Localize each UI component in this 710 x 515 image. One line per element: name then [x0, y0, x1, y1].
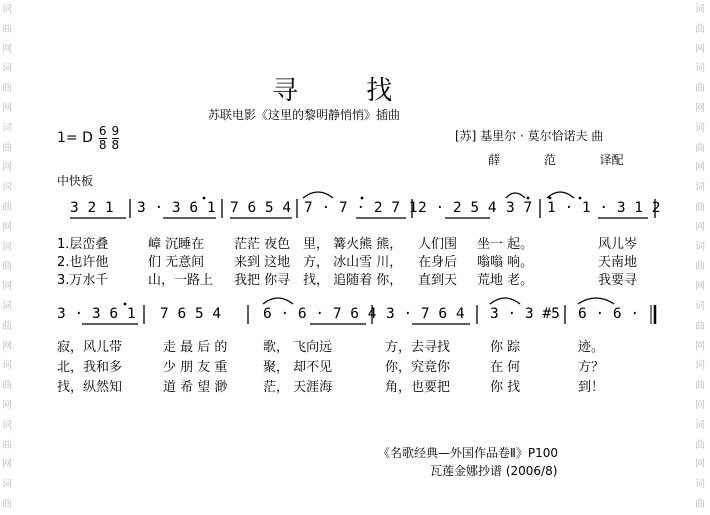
- lyric-r1-v3-f: 荒地 老。: [477, 273, 534, 288]
- lyric-r2-v1-d: 方，去寻找: [385, 340, 451, 355]
- octave-dot: [527, 197, 530, 200]
- key-text: 1= D: [57, 130, 93, 146]
- lyric-r2-v2-c: 聚， 却不见: [263, 360, 333, 375]
- watermark-char: 曲: [695, 320, 705, 332]
- watermark-char: 词: [2, 360, 12, 372]
- tie: [578, 298, 614, 304]
- lyric-r2-v3-f: 到！: [578, 380, 605, 395]
- lyric-r1-v1-g: 风儿岑: [598, 237, 638, 252]
- lyric-r1-v3-c: 我把 你寻: [234, 273, 291, 288]
- watermark-char: 曲: [2, 380, 12, 392]
- watermark-char: 网: [2, 281, 12, 293]
- watermark-char: 网: [2, 340, 12, 352]
- lyric-r2-v1-a: 寂，风儿带: [57, 340, 123, 355]
- lyric-r2-v3-c: 茫， 天涯海: [263, 380, 333, 395]
- watermark-char: 词: [2, 4, 12, 15]
- lyric-r1-v2-d: 方， 冰山雪 川，: [303, 255, 403, 270]
- lyric-r1-v3-b: 山，一路上: [148, 273, 214, 288]
- watermark-char: 曲: [695, 261, 705, 273]
- song-subtitle: 苏联电影《这里的黎明静悄悄》插曲: [208, 108, 401, 122]
- watermark-char: 曲: [2, 439, 12, 451]
- lyric-r1-v3-e: 直到天: [418, 273, 458, 288]
- tempo-marking: 中快板: [57, 174, 94, 188]
- lyric-r2-v2-d: 你，究竟你: [385, 360, 451, 375]
- lyric-r1-v2-e: 在身后: [418, 255, 458, 270]
- lyric-r1-v3-g: 我要寻: [598, 273, 638, 288]
- lyric-r2-v1-f: 迹。: [578, 340, 605, 355]
- translator-credit: 薛 范 译配: [488, 153, 624, 167]
- tie: [303, 192, 333, 198]
- meter-2: $\frac{9}{8}$: [111, 123, 120, 152]
- watermark-char: 网: [2, 162, 12, 174]
- lyric-r1-v1-d: 里， 篝火熊 熊，: [303, 237, 403, 252]
- watermark-char: 曲: [2, 142, 12, 154]
- song-title: 寻 找: [272, 76, 423, 106]
- watermark-char: 词: [695, 4, 705, 15]
- watermark-char: 曲: [695, 380, 705, 392]
- watermark-char: 词: [2, 419, 12, 431]
- watermark-char: 网: [695, 459, 705, 471]
- lyric-r2-v3-d: 角，也要把: [385, 380, 451, 395]
- watermark-char: 网: [2, 399, 12, 411]
- watermark-char: 曲: [695, 498, 705, 510]
- lyric-r1-v1-b: 嶂 沉睡在: [148, 237, 205, 252]
- lyric-r1-v1-f: 坐一 起。: [477, 237, 534, 252]
- notes-r2-m3: 6 · 6 · 7 6 4: [263, 306, 377, 322]
- notes-r1-m1: 3 2 1: [70, 200, 114, 216]
- watermark-char: 网: [2, 221, 12, 233]
- tie: [263, 298, 293, 304]
- source-transcriber: 瓦莲金娜抄谱 (2006/8): [430, 464, 558, 478]
- lyric-r2-v3-e: 你 找: [490, 380, 521, 395]
- watermark-char: 曲: [695, 23, 705, 35]
- notes-r1-m4: 7 · 7 · 2 7 1: [304, 200, 418, 216]
- watermark-char: 曲: [695, 439, 705, 451]
- lyric-r1-v1-c: 茫茫 夜色: [234, 237, 291, 252]
- watermark-char: 曲: [695, 142, 705, 154]
- watermark-char: 曲: [2, 320, 12, 332]
- lyric-r2-v1-b: 走 最 后 的: [163, 340, 228, 355]
- lyric-r2-v2-b: 少 朋 友 重: [163, 360, 228, 375]
- lyric-r2-v2-e: 在 何: [490, 360, 521, 375]
- watermark-char: 词: [2, 63, 12, 75]
- watermark-char: 曲: [2, 498, 12, 510]
- notes-r2-m5: 3 · 3 #5: [490, 306, 560, 322]
- watermark-char: 曲: [695, 83, 705, 95]
- lyric-r2-v1-e: 你 踪: [490, 340, 521, 355]
- watermark-char: 词: [695, 122, 705, 134]
- watermark-char: 词: [2, 241, 12, 253]
- watermark-char: 网: [695, 340, 705, 352]
- octave-dot: [579, 197, 582, 200]
- lyric-r2-v3-a: 找，纵然知: [57, 380, 123, 395]
- notes-r2-m4: 3 · 7 6 4: [386, 306, 465, 322]
- watermark-char: 词: [2, 300, 12, 312]
- notes-r1-m6: 3 7: [506, 200, 533, 216]
- lyric-r1-v3-d: 找， 追随着 你，: [303, 273, 403, 288]
- octave-dot: [124, 303, 127, 306]
- watermark-char: 网: [695, 102, 705, 114]
- watermark-char: 网: [695, 281, 705, 293]
- watermark-char: 网: [695, 43, 705, 55]
- watermark-char: 词: [2, 479, 12, 491]
- watermark-char: 词: [2, 182, 12, 194]
- lyric-r1-v2-a: 2.也许他: [57, 255, 109, 270]
- watermark-char: 词: [2, 122, 12, 134]
- notes-r2-m2: 7 6 5 4: [160, 306, 222, 322]
- notes-r2-m1: 3 · 3 6 1: [57, 306, 136, 322]
- notes-r2-m6: 6 · 6 ·: [578, 306, 640, 322]
- watermark-char: 词: [695, 241, 705, 253]
- watermark-char: 词: [695, 300, 705, 312]
- tie: [490, 298, 520, 304]
- lyric-r1-v2-c: 来到 这地: [234, 255, 291, 270]
- lyric-r2-v1-c: 歌， 飞向远: [263, 340, 333, 355]
- watermark-char: 曲: [2, 261, 12, 273]
- watermark-char: 网: [695, 221, 705, 233]
- watermark-char: 词: [695, 360, 705, 372]
- watermark-char: 曲: [695, 201, 705, 213]
- composer-credit: [苏] 基里尔 · 莫尔恰诺夫 曲: [455, 129, 604, 143]
- watermark-char: 曲: [2, 83, 12, 95]
- octave-dot: [203, 197, 206, 200]
- octave-dot: [549, 197, 552, 200]
- lyric-r1-v1-e: 人们围: [418, 237, 458, 252]
- lyric-r1-v2-g: 天南地: [598, 255, 638, 270]
- lyric-r2-v2-f: 方？: [578, 360, 605, 375]
- watermark-char: 曲: [2, 201, 12, 213]
- notes-r1-m5: 2 · 2 5 4: [418, 200, 497, 216]
- watermark-char: 网: [2, 459, 12, 471]
- lyric-r2-v2-a: 北，我和多: [57, 360, 123, 375]
- watermark-char: 网: [2, 43, 12, 55]
- source-book: 《名歌经典—外国作品卷Ⅱ》P100: [378, 446, 559, 460]
- octave-dot: [361, 197, 364, 200]
- watermark-char: 网: [2, 102, 12, 114]
- lyric-r2-v3-b: 道 希 望 渺: [163, 380, 228, 395]
- lyric-r1-v2-b: 们 无意间: [148, 255, 205, 270]
- watermark-char: 曲: [2, 23, 12, 35]
- lyric-r1-v2-f: 嗡嗡 响。: [477, 255, 534, 270]
- watermark-char: 词: [695, 63, 705, 75]
- watermark-char: 网: [695, 399, 705, 411]
- notes-r1-m2: 3 · 3 6 1: [137, 200, 216, 216]
- watermark-char: 词: [695, 479, 705, 491]
- notes-r1-m3: 7 6 5 4: [230, 200, 292, 216]
- watermark-char: 词: [695, 182, 705, 194]
- notes-r1-m7: 1 · 1 · 3 1 2: [547, 200, 661, 216]
- lyric-r1-v3-a: 3.万水千: [57, 273, 109, 288]
- lyric-r1-v1-a: 1.层峦叠: [57, 237, 109, 252]
- watermark-char: 网: [695, 162, 705, 174]
- watermark-char: 词: [695, 419, 705, 431]
- tie: [506, 193, 525, 198]
- meter-1: $\frac{6}{8}$: [98, 123, 107, 152]
